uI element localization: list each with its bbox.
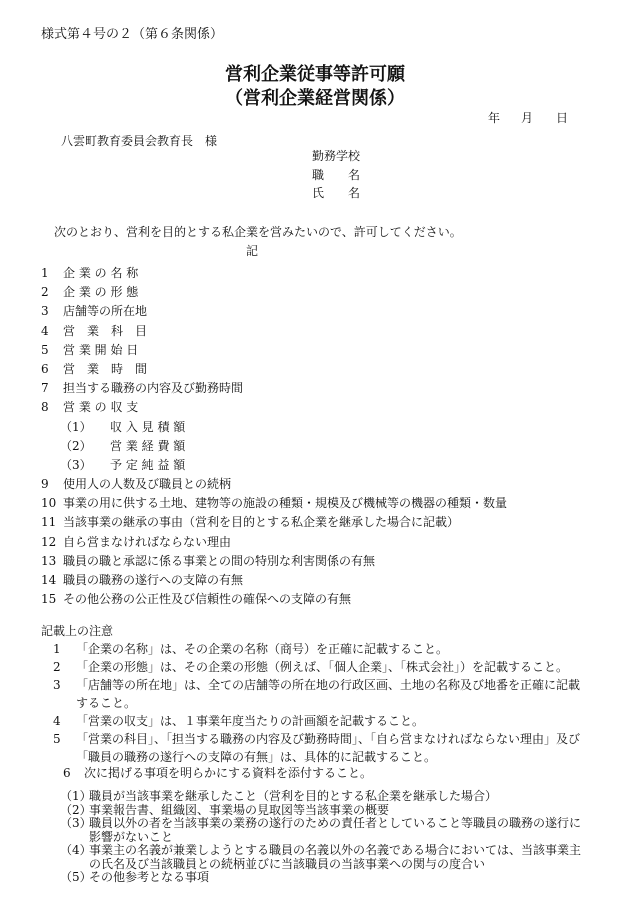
note-text: 次に掲げる事項を明らかにする資料を添付すること。 [84,766,373,780]
item-label: 企 業 の 名 称 [63,266,139,280]
date-day-label: 日 [556,111,569,125]
note-item [41,640,589,658]
item-number: 7 [41,381,49,396]
document-subtitle: （営利企業経営関係） [225,88,405,109]
attachment-item [60,844,588,871]
item-number: 2 [41,285,49,300]
item-number: 9 [41,477,49,492]
item-number: 8 [41,400,49,415]
note-number: 3 [53,678,61,692]
note-item [41,730,589,766]
note-text: 「営業の科目」、「担当する職務の内容及び勤務時間」、「自ら営まなければならない理由」及び「職員の職務の遂行への支障の有無」は、具体的に記載すること。 [76,732,581,764]
applicant-name-label: 氏 名 [312,186,361,200]
applicant-school-label: 勤務学校 [312,149,361,163]
attachment-text: 事業報告書、組織図、事業場の見取図等当該事業の概要 [89,802,390,817]
item-label: 営 業 開 始 日 [63,342,139,357]
item-label: 当該事業の継承の事由（営利を目的とする私企業を継承した場合に記載） [63,515,460,530]
item-label: 担当する職務の内容及び勤務時間 [63,381,244,396]
notes-list [41,640,589,781]
note-number: 2 [53,660,61,674]
note-number: 1 [53,642,61,656]
attachment-number: （4） [60,843,92,857]
subitem-label: 営 業 経 費 額 [110,438,186,453]
attachment-item [60,790,588,804]
item-number: 1 [41,266,49,280]
subitem-number: （3） [60,457,92,472]
item-label: 使用人の人数及び職員との続柄 [63,477,232,492]
date-month-label: 月 [521,111,534,125]
item-number: 5 [41,342,49,357]
note-item [41,658,589,676]
attachments-list [60,790,588,885]
form-number: 様式第４号の２（第６条関係） [41,27,224,42]
item-number: 15 [41,592,57,607]
item-label: 店舗等の所在地 [63,304,148,319]
subitem-label: 収 入 見 積 額 [110,419,186,434]
item-number: 10 [41,496,57,511]
attachment-number: （2） [60,802,92,817]
subitem-number: （2） [60,438,92,453]
applicant-position-label: 職 名 [312,168,361,182]
item-label: 営 業 の 収 支 [63,400,139,415]
date-year-label: 年 [488,111,501,125]
item-label: 職員の職務の遂行への支障の有無 [63,573,244,587]
attachment-number: （5） [60,870,92,884]
document-title: 営利企業従事等許可願 [225,64,405,85]
item-label: 自ら営まなければならない理由 [63,534,232,549]
ki-heading: 記 [246,244,259,258]
item-number: 11 [41,515,57,530]
note-text: 「企業の名称」は、その企業の名称（商号）を正確に記載すること。 [76,642,449,656]
attachment-item [60,817,588,844]
note-item [41,676,589,712]
attachment-item [60,804,588,818]
note-text: 「企業の形態」は、その企業の形態（例えば、「個人企業」、「株式会社」）を記載すること。 [76,660,569,674]
item-label: その他公務の公正性及び信頼性の確保への支障の有無 [63,592,352,607]
item-number: 3 [41,304,49,319]
attachment-number: （1） [60,789,92,803]
item-number: 14 [41,573,57,587]
item-number: 4 [41,323,49,338]
attachment-text: その他参考となる事項 [89,870,210,884]
addressee: 八雲町教育委員会教育長 様 [61,134,218,148]
attachment-number: （3） [60,816,92,830]
item-label: 事業の用に供する土地、建物等の施設の種類・規模及び機械等の機器の種類・数量 [63,496,508,511]
attachment-text: 職員以外の者を当該事業の業務の遂行のための責任者としていること等職員の職務の遂行に影響がないこと [89,816,582,844]
attachment-text: 事業主の名義が兼業しようとする職員の名義以外の名義である場合においては、当該事業主の氏名及び当該職員との続柄並びに当該職員の当該事業への関与の度合い [89,843,582,871]
item-number: 12 [41,534,57,549]
item-label: 職員の職と承認に係る事業との間の特別な利害関係の有無 [63,553,376,568]
note-item [41,712,589,730]
subitem-label: 予 定 純 益 額 [110,457,186,472]
attachment-item [60,871,588,885]
note-text: 「店舗等の所在地」は、全ての店舗等の所在地の行政区画、土地の名称及び地番を正確に記載すること。 [76,678,581,710]
note-item [41,766,589,781]
note-number: 6 [63,766,71,780]
item-label: 営 業 時 間 [63,361,148,376]
intro-text: 次のとおり、営利を目的とする私企業を営みたいので、許可してください。 [54,225,462,239]
attachment-text: 職員が当該事業を継承したこと（営利を目的とする私企業を継承した場合） [89,789,498,803]
item-label: 企 業 の 形 態 [63,285,139,300]
notes-heading: 記載上の注意 [41,624,114,638]
item-label: 営 業 科 目 [63,323,148,338]
item-number: 6 [41,361,49,376]
item-number: 13 [41,553,57,568]
note-text: 「営業の収支」は、１事業年度当たりの計画額を記載すること。 [76,714,425,728]
subitem-number: （1） [60,419,92,434]
note-number: 5 [53,732,61,746]
note-number: 4 [53,714,61,728]
